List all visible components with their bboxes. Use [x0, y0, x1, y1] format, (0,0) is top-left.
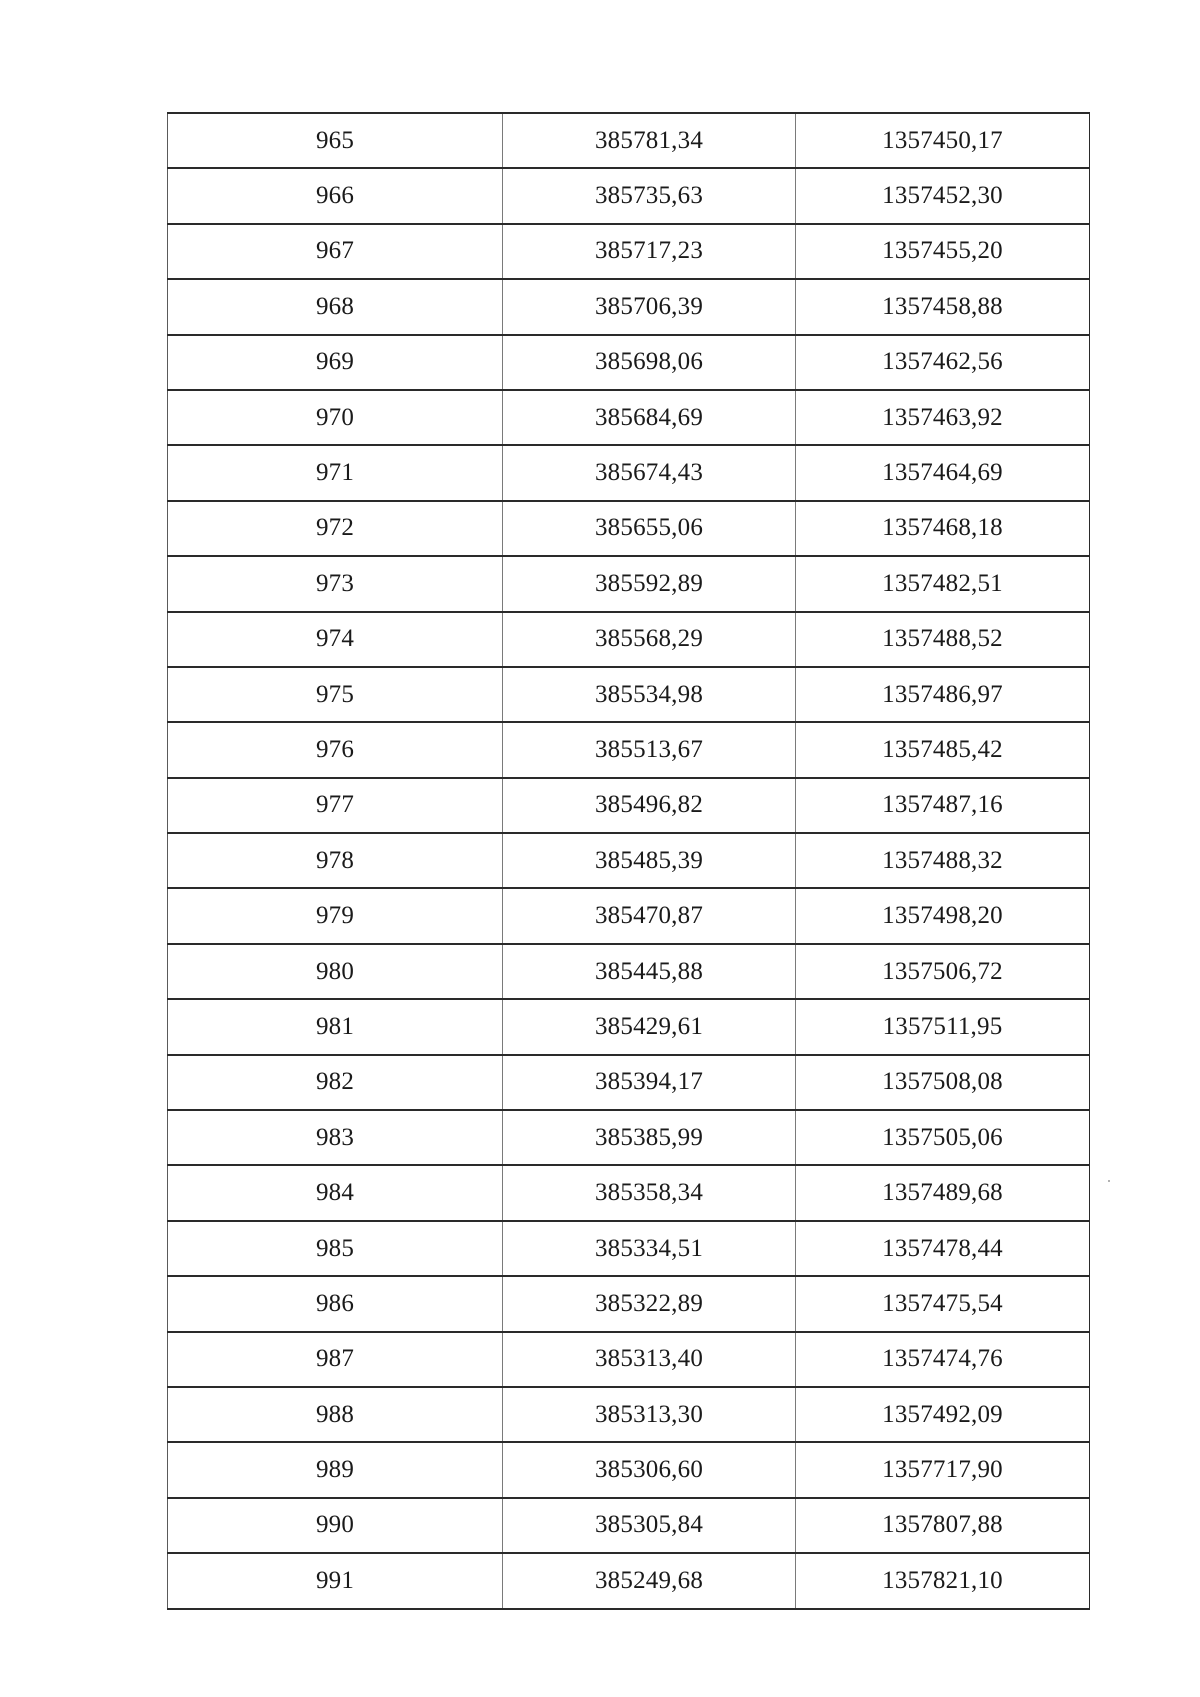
x-coordinate-cell: 385735,63	[503, 168, 796, 223]
table-row	[168, 778, 1090, 833]
table-row	[168, 279, 1090, 334]
table-row	[168, 1498, 1090, 1553]
table-row	[168, 1276, 1090, 1331]
x-coordinate-cell: 385358,34	[503, 1165, 796, 1220]
y-coordinate-cell: 1357498,20	[796, 888, 1090, 943]
point-number-cell: 991	[168, 1553, 503, 1608]
x-coordinate-cell: 385313,30	[503, 1387, 796, 1442]
y-coordinate-cell: 1357488,52	[796, 612, 1090, 667]
x-coordinate-cell: 385496,82	[503, 778, 796, 833]
y-coordinate-cell: 1357464,69	[796, 445, 1090, 500]
table-row	[168, 833, 1090, 888]
table-row	[168, 1110, 1090, 1165]
table-row	[168, 722, 1090, 777]
table-row	[168, 113, 1090, 168]
y-coordinate-cell: 1357458,88	[796, 279, 1090, 334]
point-number-cell: 977	[168, 778, 503, 833]
point-number-cell: 966	[168, 168, 503, 223]
table-row	[168, 335, 1090, 390]
x-coordinate-cell: 385706,39	[503, 279, 796, 334]
table-row	[168, 612, 1090, 667]
scan-speck	[1108, 1180, 1110, 1182]
table-row	[168, 1221, 1090, 1276]
point-number-cell: 970	[168, 390, 503, 445]
x-coordinate-cell: 385717,23	[503, 224, 796, 279]
y-coordinate-cell: 1357468,18	[796, 501, 1090, 556]
table-row	[168, 1442, 1090, 1497]
y-coordinate-cell: 1357486,97	[796, 667, 1090, 722]
coordinates-table-body	[168, 113, 1090, 1609]
y-coordinate-cell: 1357452,30	[796, 168, 1090, 223]
point-number-cell: 967	[168, 224, 503, 279]
point-number-cell: 971	[168, 445, 503, 500]
table-row	[168, 168, 1090, 223]
x-coordinate-cell: 385305,84	[503, 1498, 796, 1553]
x-coordinate-cell: 385513,67	[503, 722, 796, 777]
x-coordinate-cell: 385568,29	[503, 612, 796, 667]
table-row	[168, 667, 1090, 722]
x-coordinate-cell: 385592,89	[503, 556, 796, 611]
y-coordinate-cell: 1357462,56	[796, 335, 1090, 390]
table-row	[168, 445, 1090, 500]
point-number-cell: 982	[168, 1055, 503, 1110]
point-number-cell: 981	[168, 999, 503, 1054]
y-coordinate-cell: 1357489,68	[796, 1165, 1090, 1220]
table-row	[168, 501, 1090, 556]
point-number-cell: 990	[168, 1498, 503, 1553]
table-row	[168, 1332, 1090, 1387]
point-number-cell: 985	[168, 1221, 503, 1276]
point-number-cell: 976	[168, 722, 503, 777]
point-number-cell: 965	[168, 113, 503, 168]
x-coordinate-cell: 385485,39	[503, 833, 796, 888]
x-coordinate-cell: 385306,60	[503, 1442, 796, 1497]
point-number-cell: 979	[168, 888, 503, 943]
x-coordinate-cell: 385674,43	[503, 445, 796, 500]
y-coordinate-cell: 1357487,16	[796, 778, 1090, 833]
point-number-cell: 984	[168, 1165, 503, 1220]
point-number-cell: 989	[168, 1442, 503, 1497]
table-row	[168, 1165, 1090, 1220]
y-coordinate-cell: 1357488,32	[796, 833, 1090, 888]
coordinates-table	[167, 112, 1090, 1610]
y-coordinate-cell: 1357485,42	[796, 722, 1090, 777]
x-coordinate-cell: 385534,98	[503, 667, 796, 722]
point-number-cell: 972	[168, 501, 503, 556]
y-coordinate-cell: 1357478,44	[796, 1221, 1090, 1276]
x-coordinate-cell: 385429,61	[503, 999, 796, 1054]
x-coordinate-cell: 385249,68	[503, 1553, 796, 1608]
x-coordinate-cell: 385385,99	[503, 1110, 796, 1165]
point-number-cell: 978	[168, 833, 503, 888]
y-coordinate-cell: 1357508,08	[796, 1055, 1090, 1110]
x-coordinate-cell: 385698,06	[503, 335, 796, 390]
x-coordinate-cell: 385470,87	[503, 888, 796, 943]
x-coordinate-cell: 385334,51	[503, 1221, 796, 1276]
x-coordinate-cell: 385684,69	[503, 390, 796, 445]
table-row	[168, 556, 1090, 611]
x-coordinate-cell: 385394,17	[503, 1055, 796, 1110]
point-number-cell: 986	[168, 1276, 503, 1331]
y-coordinate-cell: 1357511,95	[796, 999, 1090, 1054]
y-coordinate-cell: 1357474,76	[796, 1332, 1090, 1387]
point-number-cell: 983	[168, 1110, 503, 1165]
y-coordinate-cell: 1357505,06	[796, 1110, 1090, 1165]
x-coordinate-cell: 385313,40	[503, 1332, 796, 1387]
y-coordinate-cell: 1357455,20	[796, 224, 1090, 279]
point-number-cell: 974	[168, 612, 503, 667]
y-coordinate-cell: 1357717,90	[796, 1442, 1090, 1497]
y-coordinate-cell: 1357821,10	[796, 1553, 1090, 1608]
x-coordinate-cell: 385322,89	[503, 1276, 796, 1331]
point-number-cell: 968	[168, 279, 503, 334]
point-number-cell: 969	[168, 335, 503, 390]
table-row	[168, 390, 1090, 445]
x-coordinate-cell: 385445,88	[503, 944, 796, 999]
table-row	[168, 1553, 1090, 1608]
point-number-cell: 987	[168, 1332, 503, 1387]
y-coordinate-cell: 1357807,88	[796, 1498, 1090, 1553]
table-row	[168, 888, 1090, 943]
point-number-cell: 973	[168, 556, 503, 611]
y-coordinate-cell: 1357482,51	[796, 556, 1090, 611]
table-row	[168, 944, 1090, 999]
point-number-cell: 975	[168, 667, 503, 722]
table-row	[168, 1387, 1090, 1442]
point-number-cell: 988	[168, 1387, 503, 1442]
x-coordinate-cell: 385655,06	[503, 501, 796, 556]
point-number-cell: 980	[168, 944, 503, 999]
y-coordinate-cell: 1357463,92	[796, 390, 1090, 445]
y-coordinate-cell: 1357492,09	[796, 1387, 1090, 1442]
x-coordinate-cell: 385781,34	[503, 113, 796, 168]
y-coordinate-cell: 1357450,17	[796, 113, 1090, 168]
y-coordinate-cell: 1357475,54	[796, 1276, 1090, 1331]
table-row	[168, 224, 1090, 279]
table-row	[168, 1055, 1090, 1110]
table-row	[168, 999, 1090, 1054]
y-coordinate-cell: 1357506,72	[796, 944, 1090, 999]
